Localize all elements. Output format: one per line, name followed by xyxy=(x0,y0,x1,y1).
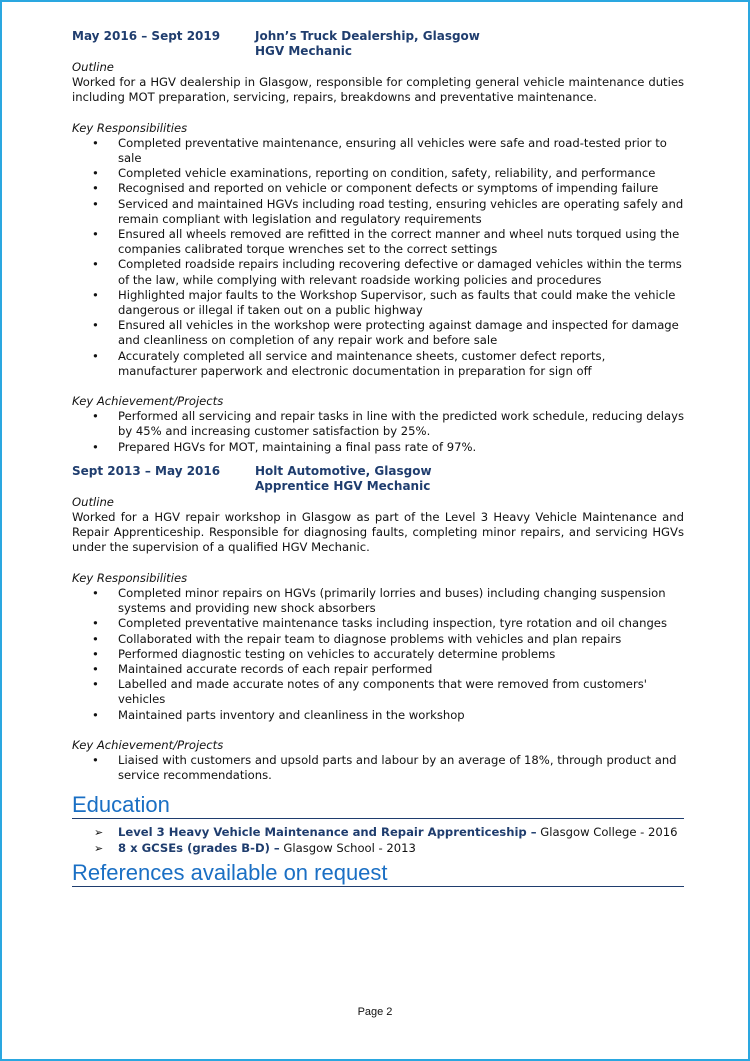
job-titles xyxy=(255,464,432,494)
job-dates: May 2016 – Sept 2019 xyxy=(72,29,221,43)
outline-text: Worked for a HGV dealership in Glasgow, responsible for completing general vehicle maintenance duties including MOT preparation, servicing, repairs, breakdowns and preventative maintenance. xyxy=(72,75,684,105)
education-qualification: 8 x GCSEs (grades B-D) – xyxy=(118,840,280,855)
education-detail: Glasgow College - 2016 xyxy=(536,825,678,840)
achievements-label: Key Achievement/Projects xyxy=(72,394,224,409)
outline-text: Worked for a HGV repair workshop in Glasgow as part of the Level 3 Heavy Vehicle Maintenance and Repair Apprenticeship. Responsible for diagnosing faults, completing minor repairs, and servicing HGVs under the supervision of a qualified HGV Mechanic. xyxy=(72,510,684,555)
responsibilities-list xyxy=(72,136,684,379)
job-employer: Holt Automotive, Glasgow xyxy=(255,463,432,478)
achievements-list xyxy=(72,753,684,783)
list-item: • Recognised and reported on vehicle or component defects or symptoms of impending failure xyxy=(72,181,684,196)
outline-label: Outline xyxy=(72,60,114,74)
job-employer: John’s Truck Dealership, Glasgow xyxy=(255,29,480,43)
arrow-bullet-icon: ➢ xyxy=(94,841,104,855)
list-item: • Maintained accurate records of each repair performed xyxy=(72,662,684,677)
arrow-bullet-icon: ➢ xyxy=(94,826,104,840)
job-role: HGV Mechanic xyxy=(255,44,352,58)
education-heading: Education xyxy=(72,792,684,819)
job-titles xyxy=(255,29,480,59)
education-detail: Glasgow School - 2013 xyxy=(279,840,416,855)
list-item: • Completed minor repairs on HGVs (primarily lorries and buses) including changing suspension systems and providing new shock absorbers xyxy=(72,586,684,616)
education-item xyxy=(72,841,684,856)
list-item: • Performed all servicing and repair tasks in line with the predicted work schedule, reducing delays by 45% and increasing customer satisfaction by 25%. xyxy=(72,409,684,439)
list-item: • Completed roadside repairs including recovering defective or damaged vehicles within the terms of the law, while complying with relevant roadside working policies and procedures xyxy=(72,257,684,287)
achievements-list xyxy=(72,409,684,455)
list-item: • Performed diagnostic testing on vehicles to accurately determine problems xyxy=(72,647,684,662)
list-item: • Ensured all vehicles in the workshop were protecting against damage and inspected for damage and cleanliness on completion of any repair work and before sale xyxy=(72,318,684,348)
education-list xyxy=(72,825,684,855)
job-header xyxy=(72,464,684,494)
job-entry xyxy=(72,464,684,783)
list-item: • Completed vehicle examinations, reporting on condition, safety, reliability, and performance xyxy=(72,166,684,181)
education-qualification: Level 3 Heavy Vehicle Maintenance and Repair Apprenticeship – xyxy=(118,825,537,840)
job-role: Apprentice HGV Mechanic xyxy=(255,478,431,493)
job-entry xyxy=(72,29,684,455)
list-item: • Liaised with customers and upsold parts and labour by an average of 18%, through product and service recommendations. xyxy=(72,753,684,783)
education-item xyxy=(72,825,684,840)
cv-content xyxy=(72,29,684,887)
job-dates: Sept 2013 – May 2016 xyxy=(72,463,221,478)
list-item: • Collaborated with the repair team to diagnose problems with vehicles and plan repairs xyxy=(72,632,684,647)
responsibilities-label: Key Responsibilities xyxy=(72,570,188,585)
achievements-label: Key Achievement/Projects xyxy=(72,737,224,752)
responsibilities-list xyxy=(72,586,684,723)
references-heading: References available on request xyxy=(72,860,684,887)
responsibilities-label: Key Responsibilities xyxy=(72,120,188,135)
outline-label: Outline xyxy=(72,494,114,509)
list-item: • Completed preventative maintenance tasks including inspection, tyre rotation and oil changes xyxy=(72,616,684,631)
list-item: • Maintained parts inventory and cleanliness in the workshop xyxy=(72,708,684,723)
list-item: • Ensured all wheels removed are refitted in the correct manner and wheel nuts torqued using the companies calibrated torque wrenches set to the correct settings xyxy=(72,227,684,257)
list-item: • Completed preventative maintenance, ensuring all vehicles were safe and road-tested prior to sale xyxy=(72,136,684,166)
job-header xyxy=(72,29,684,59)
list-item: • Serviced and maintained HGVs including road testing, ensuring vehicles are operating safely and remain compliant with legislation and regulatory requirements xyxy=(72,197,684,227)
list-item: • Accurately completed all service and maintenance sheets, customer defect reports, manufacturer paperwork and electronic documentation in preparation for sign off xyxy=(72,349,684,379)
list-item: • Highlighted major faults to the Workshop Supervisor, such as faults that could make the vehicle dangerous or illegal if taken out on a public highway xyxy=(72,288,684,318)
page-number: Page 2 xyxy=(357,1006,393,1018)
list-item: • Prepared HGVs for MOT, maintaining a final pass rate of 97%. xyxy=(72,440,684,455)
list-item: • Labelled and made accurate notes of any components that were removed from customers' vehicles xyxy=(72,677,684,707)
